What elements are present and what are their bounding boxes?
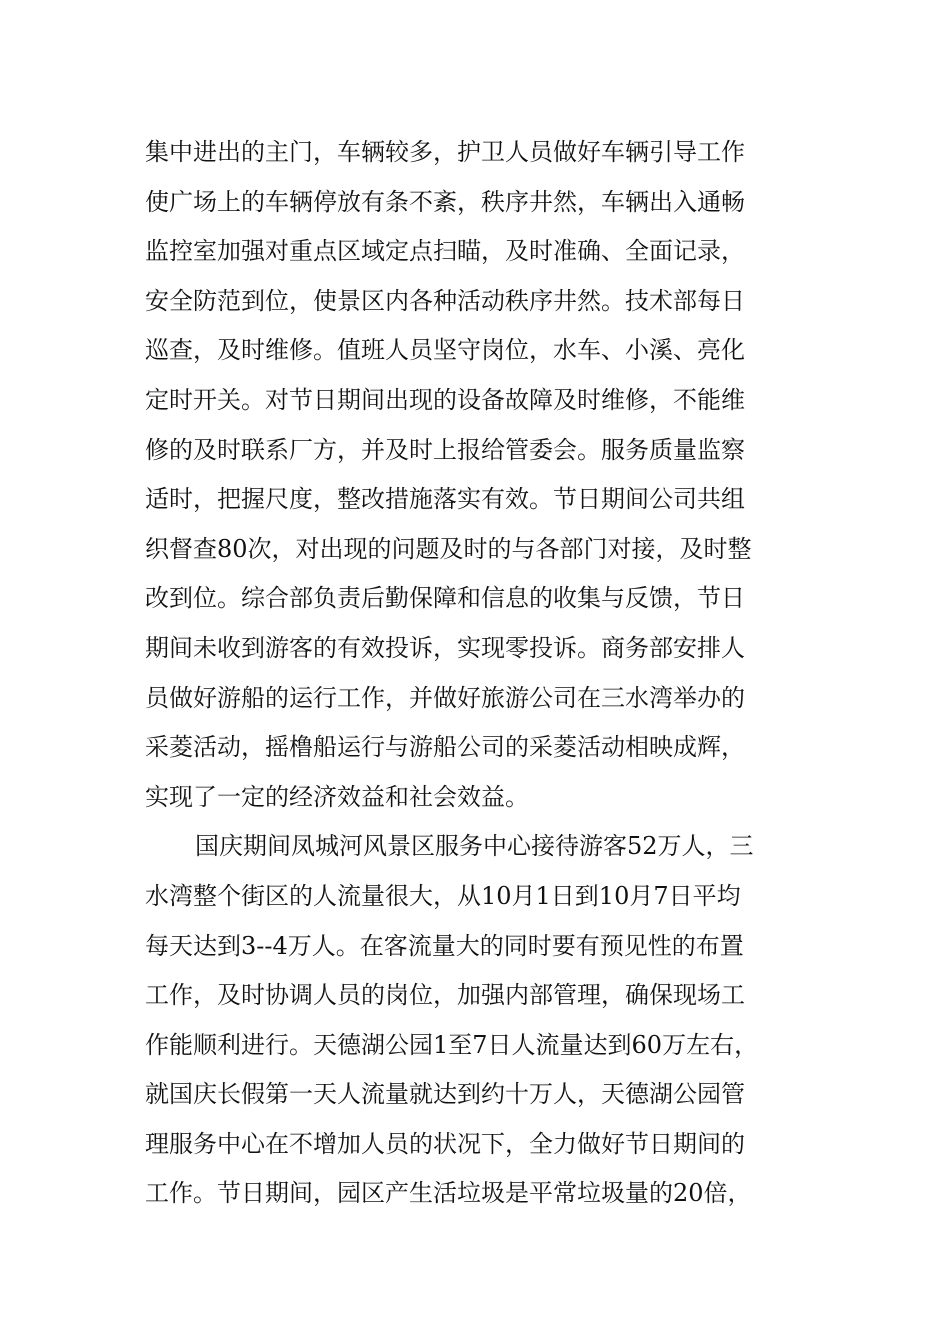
text-line: 实现了一定的经济效益和社会效益。: [145, 782, 529, 811]
text-line: 水湾整个街区的人流量很大，从10月1日到10月7日平均: [145, 881, 741, 910]
paragraph-2: [145, 822, 815, 1219]
text-line: 每天达到3--4万人。在客流量大的同时要有预见性的布置: [145, 931, 744, 960]
text-line: 监控室加强对重点区域定点扫瞄，及时准确、全面记录，: [145, 237, 745, 266]
text-line: 巡查，及时维修。值班人员坚守岗位，水车、小溪、亮化: [145, 336, 745, 365]
paragraph-1: [145, 128, 815, 822]
text-line: 作能顺利进行。天德湖公园1至7日人流量达到60万左右，: [145, 1030, 759, 1059]
text-line: 适时，把握尺度，整改措施落实有效。节日期间公司共组: [145, 485, 745, 514]
text-line: 定时开关。对节日期间出现的设备故障及时维修，不能维: [145, 385, 745, 414]
text-line: 就国庆长假第一天人流量就达到约十万人，天德湖公园管: [145, 1080, 745, 1109]
text-line: 修的及时联系厂方，并及时上报给管委会。服务质量监察: [145, 435, 745, 464]
text-line: 安全防范到位，使景区内各种活动秩序井然。技术部每日: [145, 286, 745, 315]
text-line: 集中进出的主门，车辆较多，护卫人员做好车辆引导工作: [145, 138, 745, 166]
document-body: [145, 128, 815, 1219]
text-line: 使广场上的车辆停放有条不紊，秩序井然，车辆出入通畅: [145, 187, 745, 216]
text-line: 改到位。综合部负责后勤保障和信息的收集与反馈，节日: [145, 584, 745, 613]
text-line: 期间未收到游客的有效投诉，实现零投诉。商务部安排人: [145, 633, 745, 662]
text-line: 工作。节日期间，园区产生活垃圾是平常垃圾量的20倍，: [145, 1179, 752, 1208]
text-line: 采菱活动，摇橹船运行与游船公司的采菱活动相映成辉，: [145, 733, 745, 762]
text-line: 员做好游船的运行工作，并做好旅游公司在三水湾举办的: [145, 683, 745, 712]
text-line: 工作，及时协调人员的岗位，加强内部管理，确保现场工: [145, 981, 745, 1010]
text-line: 理服务中心在不增加人员的状况下，全力做好节日期间的: [145, 1129, 745, 1158]
text-line-indented: 国庆期间凤城河风景区服务中心接待游客52万人，三: [195, 832, 754, 861]
text-line: 织督查80次，对出现的问题及时的与各部门对接，及时整: [145, 534, 752, 563]
